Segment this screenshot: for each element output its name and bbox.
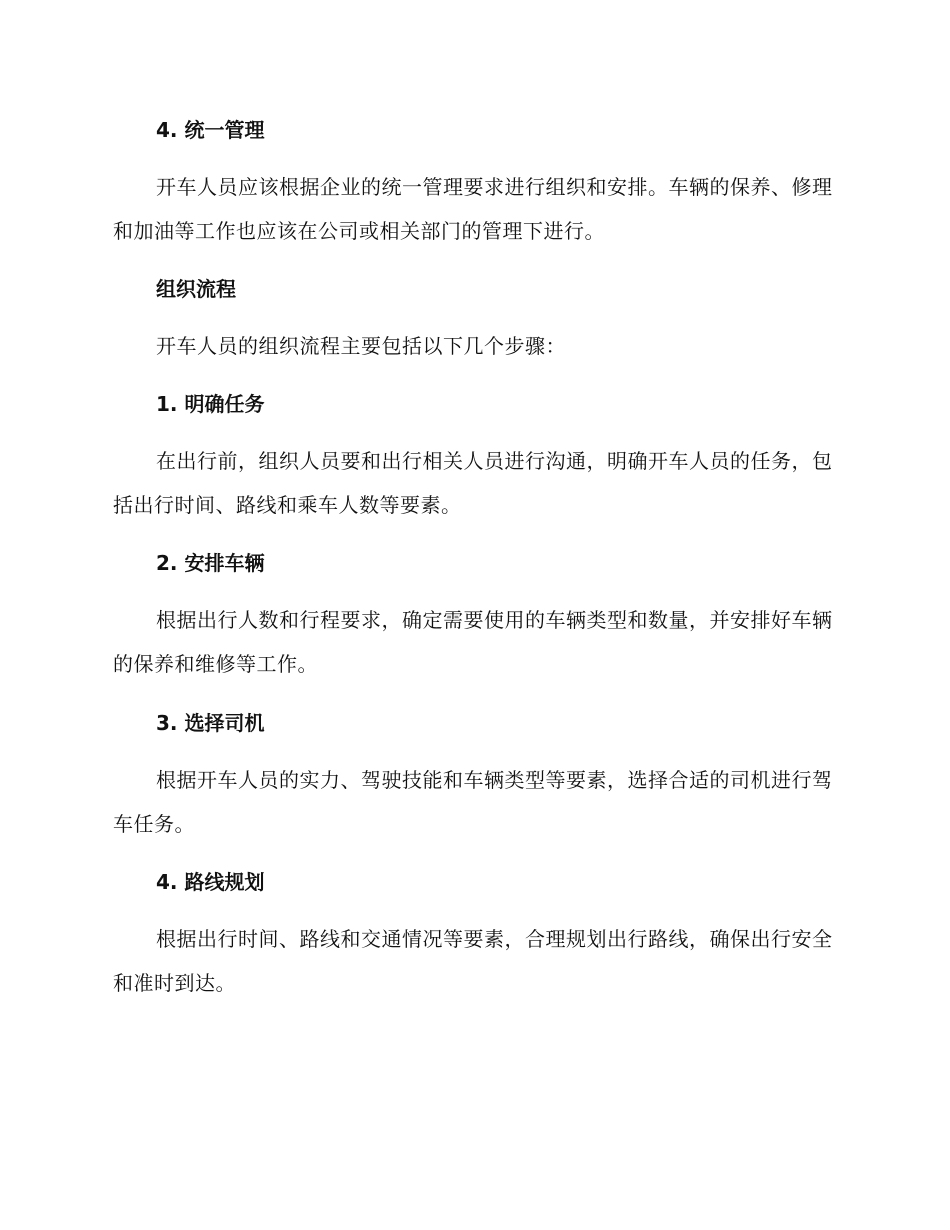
section-heading-organization-process: 组织流程 (156, 277, 236, 301)
section-heading-route-planning: 4. 路线规划 (156, 870, 265, 894)
paragraph-route-planning: 根据出行时间、路线和交通情况等要素，合理规划出行路线，确保出行安全和准时到达。 (113, 927, 833, 995)
paragraph-arrange-vehicles: 根据出行人数和行程要求，确定需要使用的车辆类型和数量，并安排好车辆的保养和维修等工作。 (113, 608, 833, 676)
paragraph-organization-process: 开车人员的组织流程主要包括以下几个步骤： (156, 334, 566, 358)
section-heading-arrange-vehicles: 2. 安排车辆 (156, 551, 265, 575)
paragraph-select-driver: 根据开车人员的实力、驾驶技能和车辆类型等要素，选择合适的司机进行驾车任务。 (113, 768, 833, 836)
section-heading-select-driver: 3. 选择司机 (156, 711, 265, 735)
paragraph-unified-management: 开车人员应该根据企业的统一管理要求进行组织和安排。车辆的保养、修理和加油等工作也应该在公司或相关部门的管理下进行。 (113, 175, 833, 243)
paragraph-clarify-task: 在出行前，组织人员要和出行相关人员进行沟通，明确开车人员的任务，包括出行时间、路线和乘车人数等要素。 (113, 449, 833, 517)
section-heading-unified-management: 4. 统一管理 (156, 118, 265, 142)
section-heading-clarify-task: 1. 明确任务 (156, 392, 265, 416)
